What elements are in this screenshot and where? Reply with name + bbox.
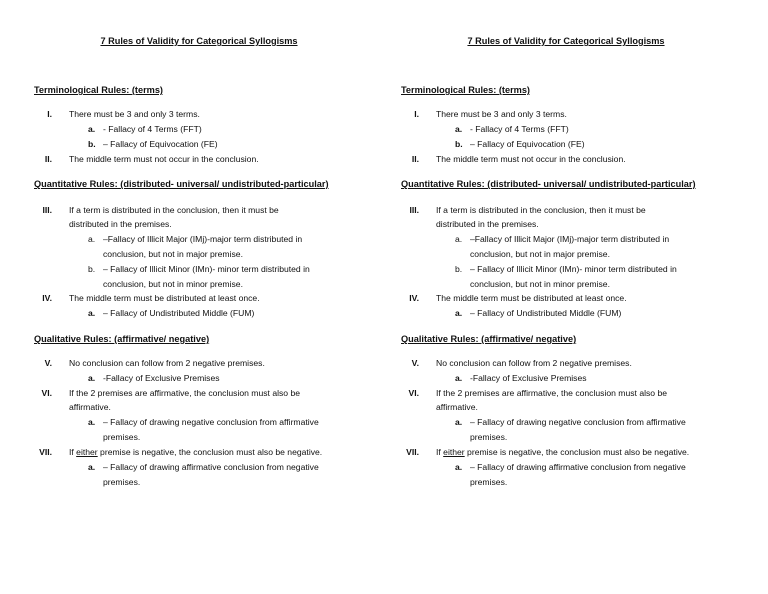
rule-7-rest: premise is negative, the conclusion must also be negative. xyxy=(97,447,323,457)
rule-1-number: I. xyxy=(47,109,52,119)
rule-7-text xyxy=(436,447,689,458)
rule-6-text-line1: If the 2 premises are affirmative, the conclusion must also be xyxy=(436,388,668,398)
rule-3b-text-line1: – Fallacy of Illicit Minor (IMn)- minor term distributed in xyxy=(103,264,310,274)
rule-5-text: No conclusion can follow from 2 negative premises. xyxy=(69,358,265,368)
document-title: 7 Rules of Validity for Categorical Syllogisms xyxy=(100,36,298,46)
rule-6-text-line2: affirmative. xyxy=(436,402,478,412)
terminological-heading: Terminological Rules: (terms) xyxy=(401,85,530,95)
rule-4a-text: – Fallacy of Undistributed Middle (FUM) xyxy=(103,308,255,318)
rule-7a-text-line2: premises. xyxy=(470,477,508,487)
rule-4a-text: – Fallacy of Undistributed Middle (FUM) xyxy=(470,308,622,318)
rule-1a-letter: a. xyxy=(455,124,463,134)
rule-4a-letter: a. xyxy=(88,308,96,318)
rule-1-number: I. xyxy=(414,109,419,119)
terminological-heading: Terminological Rules: (terms) xyxy=(34,85,163,95)
rule-7a-text-line2: premises. xyxy=(103,477,141,487)
rule-1-text: There must be 3 and only 3 terms. xyxy=(436,109,567,119)
rule-7a-letter: a. xyxy=(455,462,463,472)
rule-3a-text-line1: –Fallacy of Illicit Major (IMj)-major term distributed in xyxy=(103,234,303,244)
rule-3-text-line1: If a term is distributed in the conclusion, then it must be xyxy=(69,205,279,215)
rule-2-text: The middle term must not occur in the conclusion. xyxy=(69,154,259,164)
rule-1b-letter: b. xyxy=(88,139,96,149)
rule-5-number: V. xyxy=(411,358,419,368)
rule-6a-letter: a. xyxy=(88,417,96,427)
rule-5-text: No conclusion can follow from 2 negative premises. xyxy=(436,358,632,368)
qualitative-heading: Qualitative Rules: (affirmative/ negative) xyxy=(34,334,210,344)
rules-column-right xyxy=(401,0,768,594)
rules-column-left xyxy=(34,0,404,594)
rule-1-text: There must be 3 and only 3 terms. xyxy=(69,109,200,119)
document-title: 7 Rules of Validity for Categorical Syllogisms xyxy=(467,36,665,46)
rule-5-number: V. xyxy=(44,358,52,368)
rule-3a-text-line2: conclusion, but not in major premise. xyxy=(470,249,610,259)
rule-2-text: The middle term must not occur in the conclusion. xyxy=(436,154,626,164)
rule-6a-letter: a. xyxy=(455,417,463,427)
rule-6a-text-line1: – Fallacy of drawing negative conclusion from affirmative xyxy=(470,417,686,427)
rule-3a-text-line1: –Fallacy of Illicit Major (IMj)-major term distributed in xyxy=(470,234,670,244)
quantitative-heading: Quantitative Rules: (distributed- universal/ undistributed-particular) xyxy=(401,179,696,189)
rule-1a-text: - Fallacy of 4 Terms (FFT) xyxy=(470,124,569,134)
rule-3-text-line1: If a term is distributed in the conclusion, then it must be xyxy=(436,205,646,215)
rule-1b-text: – Fallacy of Equivocation (FE) xyxy=(103,139,218,149)
rule-7a-letter: a. xyxy=(88,462,96,472)
rule-6a-text-line1: – Fallacy of drawing negative conclusion from affirmative xyxy=(103,417,319,427)
rule-6-number: VI. xyxy=(41,388,52,398)
rule-4a-letter: a. xyxy=(455,308,463,318)
rule-6a-text-line2: premises. xyxy=(470,432,508,442)
rule-3b-text-line2: conclusion, but not in minor premise. xyxy=(470,279,610,289)
rule-6a-text-line2: premises. xyxy=(103,432,141,442)
rule-1b-text: – Fallacy of Equivocation (FE) xyxy=(470,139,585,149)
rule-7-text xyxy=(69,447,322,458)
rule-3-text-line2: distributed in the premises. xyxy=(69,219,172,229)
qualitative-heading: Qualitative Rules: (affirmative/ negative) xyxy=(401,334,577,344)
rule-6-number: VI. xyxy=(408,388,419,398)
rule-3a-text-line2: conclusion, but not in major premise. xyxy=(103,249,243,259)
rule-7-number: VII. xyxy=(406,447,419,457)
rule-4-number: IV. xyxy=(409,293,419,303)
rule-3a-letter: a. xyxy=(455,234,463,244)
rule-1a-letter: a. xyxy=(88,124,96,134)
rule-6-text-line2: affirmative. xyxy=(69,402,111,412)
rule-3b-text-line1: – Fallacy of Illicit Minor (IMn)- minor term distributed in xyxy=(470,264,677,274)
rule-2-number: II. xyxy=(44,154,52,164)
rule-3b-letter: b. xyxy=(455,264,463,274)
rule-2-number: II. xyxy=(411,154,419,164)
rule-7-rest: premise is negative, the conclusion must also be negative. xyxy=(464,447,690,457)
rule-7-emphasis: either xyxy=(443,447,465,457)
rule-5a-text: -Fallacy of Exclusive Premises xyxy=(103,373,220,383)
rule-6-text-line1: If the 2 premises are affirmative, the conclusion must also be xyxy=(69,388,301,398)
rule-1a-text: - Fallacy of 4 Terms (FFT) xyxy=(103,124,202,134)
rule-3a-letter: a. xyxy=(88,234,96,244)
rule-7-prefix: If xyxy=(69,447,77,457)
rule-3-number: III. xyxy=(409,205,419,215)
rule-7a-text-line1: – Fallacy of drawing affirmative conclusion from negative xyxy=(103,462,319,472)
rule-1b-letter: b. xyxy=(455,139,463,149)
rule-3-text-line2: distributed in the premises. xyxy=(436,219,539,229)
rule-7-number: VII. xyxy=(39,447,52,457)
rule-7a-text-line1: – Fallacy of drawing affirmative conclusion from negative xyxy=(470,462,686,472)
rule-5a-letter: a. xyxy=(88,373,96,383)
rule-5a-letter: a. xyxy=(455,373,463,383)
rule-4-number: IV. xyxy=(42,293,52,303)
rule-4-text: The middle term must be distributed at least once. xyxy=(436,293,627,303)
rule-7-prefix: If xyxy=(436,447,444,457)
rule-3-number: III. xyxy=(42,205,52,215)
rule-5a-text: -Fallacy of Exclusive Premises xyxy=(470,373,587,383)
rule-7-emphasis: either xyxy=(76,447,98,457)
quantitative-heading: Quantitative Rules: (distributed- universal/ undistributed-particular) xyxy=(34,179,329,189)
rule-3b-text-line2: conclusion, but not in minor premise. xyxy=(103,279,243,289)
rule-4-text: The middle term must be distributed at least once. xyxy=(69,293,260,303)
rule-3b-letter: b. xyxy=(88,264,96,274)
